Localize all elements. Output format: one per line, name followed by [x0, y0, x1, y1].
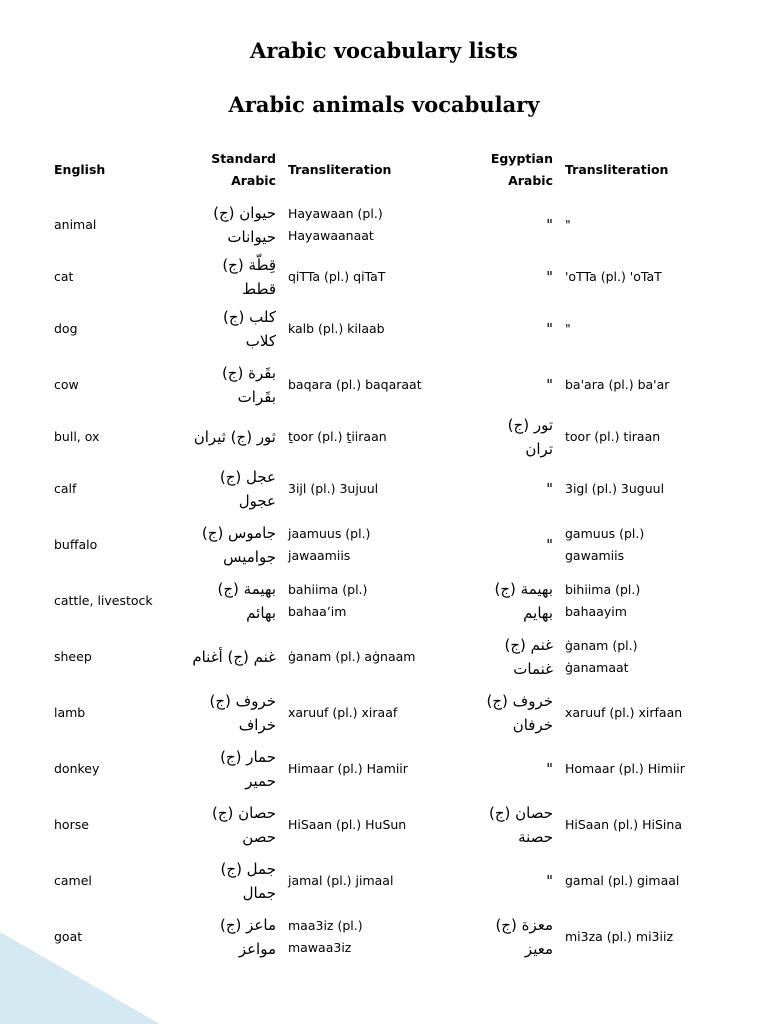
cell-egyptian-arabic: " — [546, 872, 553, 890]
cell-english: goat — [54, 929, 83, 944]
cell-transliteration: HiSaan (pl.) HuSun — [288, 817, 407, 832]
header-egyptian-transliteration: Transliteration — [565, 162, 669, 177]
cell-transliteration: jamal (pl.) jimaal — [288, 873, 394, 888]
cell-egyptian-transliteration: mi3za (pl.) mi3iiz — [565, 929, 674, 944]
cell-transliteration: kalb (pl.) kilaab — [288, 321, 385, 336]
cell-egyptian-transliteration: ġanam (pl.) ġanamaat — [565, 638, 638, 675]
cell-egyptian-transliteration: gamal (pl.) gimaal — [565, 873, 680, 888]
cell-english: donkey — [54, 761, 100, 776]
cell-egyptian-transliteration: ba'ara (pl.) ba'ar — [565, 377, 670, 392]
cell-transliteration: Hayawaan (pl.) Hayawaanaat — [288, 206, 383, 243]
cell-egyptian-transliteration: HiSaan (pl.) HiSina — [565, 817, 682, 832]
table-body — [48, 197, 728, 965]
table-row — [48, 413, 728, 461]
cell-transliteration: xaruuf (pl.) xiraaf — [288, 705, 398, 720]
cell-egyptian-arabic: بهيمة (ج) بهايم — [489, 580, 553, 622]
cell-english: cow — [54, 377, 79, 392]
header-english: English — [54, 162, 106, 177]
cell-transliteration: ġanam (pl.) aġnaam — [288, 649, 416, 664]
cell-egyptian-arabic: " — [546, 480, 553, 498]
cell-egyptian-arabic: " — [546, 268, 553, 286]
cell-egyptian-arabic: معزة (ج) معيز — [490, 916, 553, 958]
table-row — [48, 253, 728, 301]
page-subtitle: Arabic animals vocabulary — [228, 92, 540, 117]
cell-transliteration: jaamuus (pl.) jawaamiis — [288, 526, 371, 563]
cell-egyptian-transliteration: toor (pl.) tiraan — [565, 429, 661, 444]
vocabulary-table — [48, 143, 728, 965]
cell-egyptian-arabic: " — [546, 320, 553, 338]
table-row — [48, 461, 728, 517]
table-row — [48, 741, 728, 797]
cell-standard-arabic: خروف (ج) خراف — [209, 692, 276, 734]
cell-transliteration: 3ijl (pl.) 3ujuul — [288, 481, 379, 496]
corner-decoration-shape — [0, 924, 170, 1024]
cell-egyptian-transliteration: bihiima (pl.) bahaayim — [565, 582, 641, 619]
cell-english: buffalo — [54, 537, 98, 552]
table-row — [48, 197, 728, 253]
cell-english: animal — [54, 217, 97, 232]
table-row — [48, 685, 728, 741]
cell-egyptian-arabic: " — [546, 760, 553, 778]
cell-english: lamb — [54, 705, 86, 720]
cell-standard-arabic: بهيمة (ج) بهائم — [217, 580, 276, 622]
cell-transliteration: bahiima (pl.) bahaa’im — [288, 582, 368, 619]
table-row — [48, 357, 728, 413]
cell-standard-arabic: جمل (ج) جمال — [220, 860, 276, 902]
cell-english: calf — [54, 481, 77, 496]
cell-standard-arabic: قِطّة (ج) قطط — [217, 256, 276, 298]
cell-egyptian-arabic: خروف (ج) خرفان — [486, 692, 553, 734]
cell-egyptian-transliteration: xaruuf (pl.) xirfaan — [565, 705, 683, 720]
cell-egyptian-transliteration: gamuus (pl.) gawamiis — [565, 526, 645, 563]
page-title: Arabic vocabulary lists — [250, 38, 518, 63]
cell-standard-arabic: جاموس (ج) جواميس — [201, 524, 276, 566]
cell-egyptian-arabic: غنم (ج) غنمات — [499, 636, 553, 678]
cell-standard-arabic: حمار (ج) حمير — [220, 748, 276, 790]
cell-standard-arabic: غنم (ج) أغنام — [192, 648, 276, 666]
cell-standard-arabic: عجل (ج) عجول — [219, 468, 276, 510]
table-row — [48, 573, 728, 629]
cell-english: horse — [54, 817, 89, 832]
header-standard-arabic: Standard Arabic — [211, 151, 276, 188]
cell-standard-arabic: حصان (ج) حصن — [211, 804, 276, 846]
cell-egyptian-transliteration: " — [565, 217, 571, 232]
cell-standard-arabic: بقَرة (ج) بقَرات — [221, 364, 276, 406]
cell-english: camel — [54, 873, 92, 888]
cell-egyptian-transliteration: 'oTTa (pl.) 'oTaT — [565, 269, 662, 284]
cell-english: dog — [54, 321, 78, 336]
cell-transliteration: ṯoor (pl.) ṯiiraan — [288, 429, 387, 444]
table-row — [48, 517, 728, 573]
cell-egyptian-transliteration: " — [565, 321, 571, 336]
cell-english: cattle, livestock — [54, 593, 153, 608]
cell-english: sheep — [54, 649, 92, 664]
cell-english: bull, ox — [54, 429, 100, 444]
table-row — [48, 797, 728, 853]
table-row — [48, 853, 728, 909]
cell-egyptian-transliteration: Homaar (pl.) Himiir — [565, 761, 685, 776]
header-egyptian-arabic: Egyptian Arabic — [490, 151, 553, 188]
cell-transliteration: maa3iz (pl.) mawaa3iz — [288, 918, 363, 955]
cell-egyptian-arabic: " — [546, 536, 553, 554]
cell-standard-arabic: حيوان (ج) حيوانات — [213, 204, 276, 246]
cell-egyptian-arabic: " — [546, 376, 553, 394]
header-transliteration: Transliteration — [288, 162, 392, 177]
cell-transliteration: Himaar (pl.) Hamiir — [288, 761, 408, 776]
cell-egyptian-arabic: " — [546, 216, 553, 234]
cell-standard-arabic: كلب (ج) كلاب — [223, 308, 276, 350]
cell-egyptian-arabic: حصان (ج) حصنة — [488, 804, 553, 846]
cell-egyptian-transliteration: 3igl (pl.) 3uguul — [565, 481, 665, 496]
cell-english: cat — [54, 269, 74, 284]
table-header-row — [48, 143, 728, 197]
cell-transliteration: baqara (pl.) baqaraat — [288, 377, 422, 392]
table-row — [48, 301, 728, 357]
cell-egyptian-arabic: تور (ج) تران — [502, 416, 553, 458]
cell-transliteration: qiTTa (pl.) qiTaT — [288, 269, 386, 284]
cell-standard-arabic: ثور (ج) ثيران — [193, 428, 276, 446]
cell-standard-arabic: ماعز (ج) مواعز — [220, 916, 276, 958]
table-row — [48, 629, 728, 685]
